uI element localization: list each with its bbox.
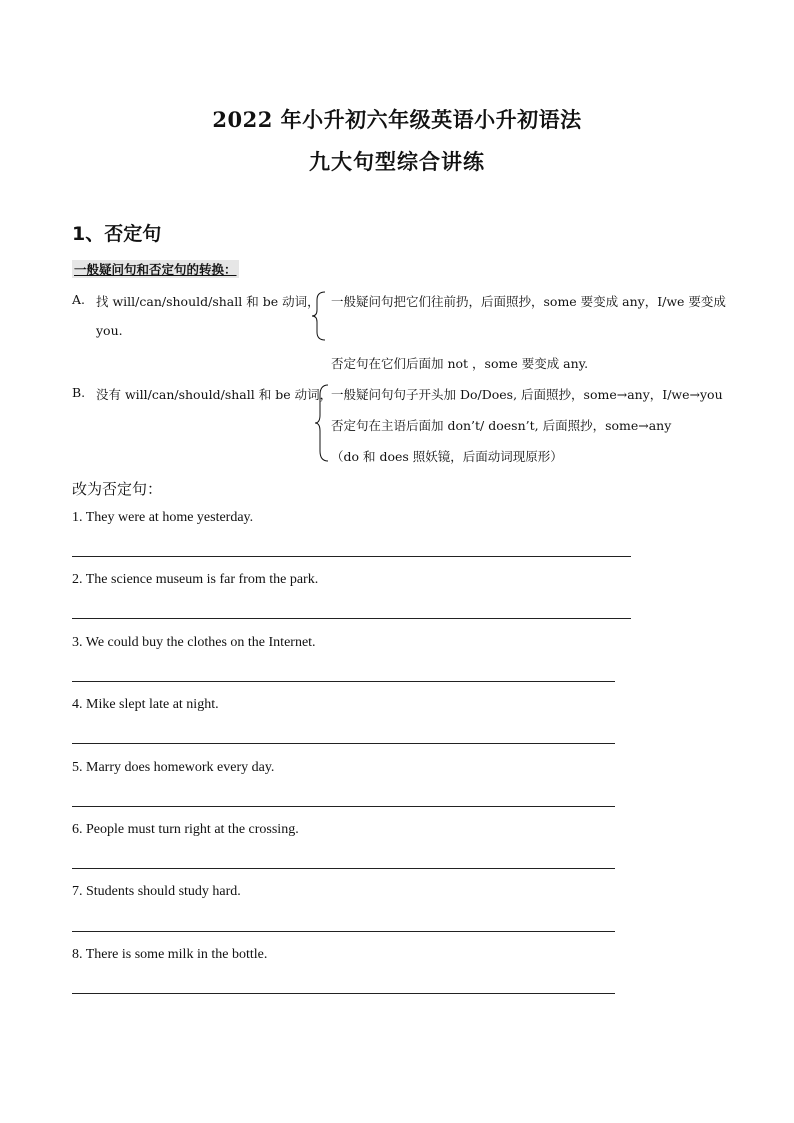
rule-b-brace <box>314 383 332 463</box>
answer-line-1[interactable] <box>72 556 631 557</box>
exercise-instruction: 改为否定句： <box>72 480 163 498</box>
rule-a-branch-1: 一般疑问句把它们往前扔，后面照抄，some 要变成 any，I/we 要变成 <box>331 294 726 309</box>
answer-line-3[interactable] <box>72 681 615 682</box>
question-6: 6. People must turn right at the crossing. <box>72 822 299 837</box>
question-8: 8. There is some milk in the bottle. <box>72 947 268 962</box>
rule-b-branch-1: 一般疑问句句子开头加 Do/Does, 后面照抄，some→any，I/we→you <box>331 387 723 402</box>
rule-a-brace <box>311 290 329 342</box>
question-3: 3. We could buy the clothes on the Internet. <box>72 635 316 650</box>
rule-a-condition: 找 will/can/should/shall 和 be 动词， <box>96 294 320 309</box>
answer-line-6[interactable] <box>72 868 615 869</box>
rule-b-label: B. <box>72 385 86 400</box>
question-1: 1. They were at home yesterday. <box>72 510 254 525</box>
answer-line-8[interactable] <box>72 993 615 994</box>
rule-a-label: A. <box>72 292 86 307</box>
answer-line-5[interactable] <box>72 806 615 807</box>
rule-a-condition-cont: you. <box>96 323 123 338</box>
subheading: 一般疑问句和否定句的转换： <box>74 262 237 277</box>
question-7: 7. Students should study hard. <box>72 884 241 899</box>
rule-a-branch-2: 否定句在它们后面加 not ，some 要变成 any. <box>331 356 589 371</box>
section-heading: 1、否定句 <box>72 223 162 245</box>
answer-line-7[interactable] <box>72 931 615 932</box>
rule-b-branch-2: 否定句在主语后面加 don’t/ doesn’t, 后面照抄，some→any <box>331 418 672 433</box>
page-subtitle: 九大句型综合讲练 <box>309 149 485 174</box>
question-4: 4. Mike slept late at night. <box>72 697 219 712</box>
rule-b-condition: 没有 will/can/should/shall 和 be 动词， <box>96 387 333 402</box>
answer-line-4[interactable] <box>72 743 615 744</box>
answer-line-2[interactable] <box>72 618 631 619</box>
page-title: 2022 年小升初六年级英语小升初语法 <box>212 107 582 132</box>
question-5: 5. Marry does homework every day. <box>72 760 275 775</box>
rule-b-branch-3: （do 和 does 照妖镜，后面动词现原形） <box>331 449 563 464</box>
question-2: 2. The science museum is far from the park. <box>72 572 319 587</box>
